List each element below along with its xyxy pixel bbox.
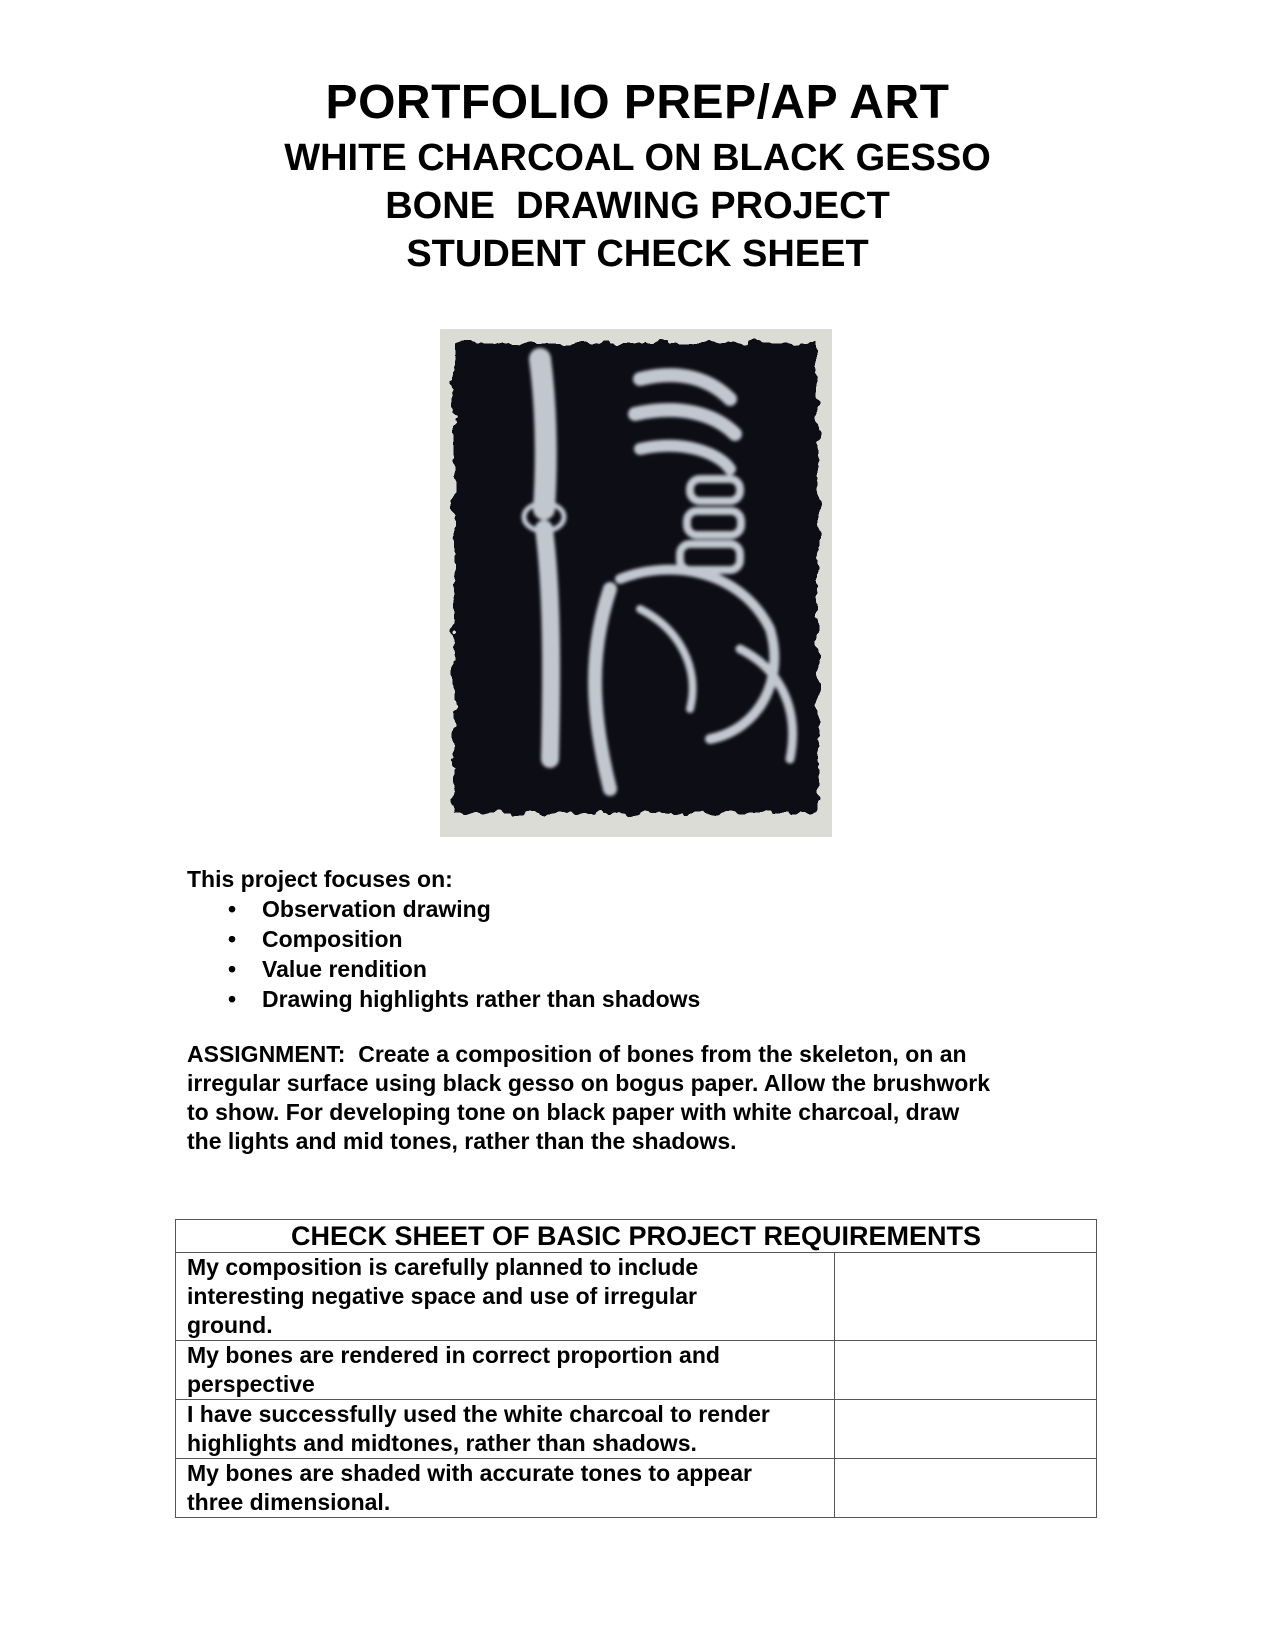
requirement-cell — [176, 1400, 835, 1459]
check-box-cell[interactable] — [835, 1341, 1097, 1400]
focus-list — [187, 894, 700, 1014]
subtitle-line-3: STUDENT CHECK SHEET — [406, 233, 869, 275]
subtitle-line-1: WHITE CHARCOAL ON BLACK GESSO — [284, 137, 991, 179]
assignment-line: to show. For developing tone on black paper with white charcoal, draw — [187, 1099, 960, 1125]
assignment-line: ASSIGNMENT: Create a composition of bones from the skeleton, on an — [187, 1041, 967, 1067]
table-row — [176, 1400, 1097, 1459]
focus-section — [187, 864, 700, 1014]
requirement-line: three dimensional. — [187, 1489, 391, 1515]
requirement-line: My composition is carefully planned to include — [187, 1254, 699, 1280]
requirement-cell — [176, 1253, 835, 1341]
requirement-cell — [176, 1459, 835, 1518]
check-box-cell[interactable] — [835, 1459, 1097, 1518]
requirement-line: ground. — [187, 1312, 273, 1338]
focus-intro: This project focuses on: — [187, 866, 453, 892]
check-box-cell[interactable] — [835, 1400, 1097, 1459]
bone-drawing-image — [440, 329, 832, 837]
requirement-line: My bones are shaded with accurate tones to appear — [187, 1460, 752, 1486]
requirement-line: interesting negative space and use of irregular — [187, 1283, 697, 1309]
assignment-line: the lights and mid tones, rather than the shadows. — [187, 1128, 737, 1154]
assignment-line: irregular surface using black gesso on bogus paper. Allow the brushwork — [187, 1070, 991, 1096]
check-sheet-table — [175, 1219, 1097, 1518]
requirement-line: My bones are rendered in correct proportion and — [187, 1342, 720, 1368]
title-block — [0, 72, 1275, 278]
assignment-paragraph — [187, 1040, 1087, 1156]
page-title: PORTFOLIO PREP/AP ART — [325, 76, 950, 129]
requirement-cell — [176, 1341, 835, 1400]
subtitle-line-2: BONE DRAWING PROJECT — [385, 185, 890, 227]
table-row — [176, 1459, 1097, 1518]
focus-item: • Drawing highlights rather than shadows — [262, 984, 700, 1014]
focus-item: • Observation drawing — [262, 894, 700, 924]
requirement-line: highlights and midtones, rather than shadows. — [187, 1430, 697, 1456]
focus-item: • Composition — [262, 924, 700, 954]
focus-item: • Value rendition — [262, 954, 700, 984]
requirement-line: I have successfully used the white charcoal to render — [187, 1401, 770, 1427]
check-box-cell[interactable] — [835, 1253, 1097, 1341]
table-row — [176, 1341, 1097, 1400]
requirement-line: perspective — [187, 1371, 315, 1397]
check-sheet-header: CHECK SHEET OF BASIC PROJECT REQUIREMENTS — [176, 1220, 1097, 1253]
table-row — [176, 1253, 1097, 1341]
